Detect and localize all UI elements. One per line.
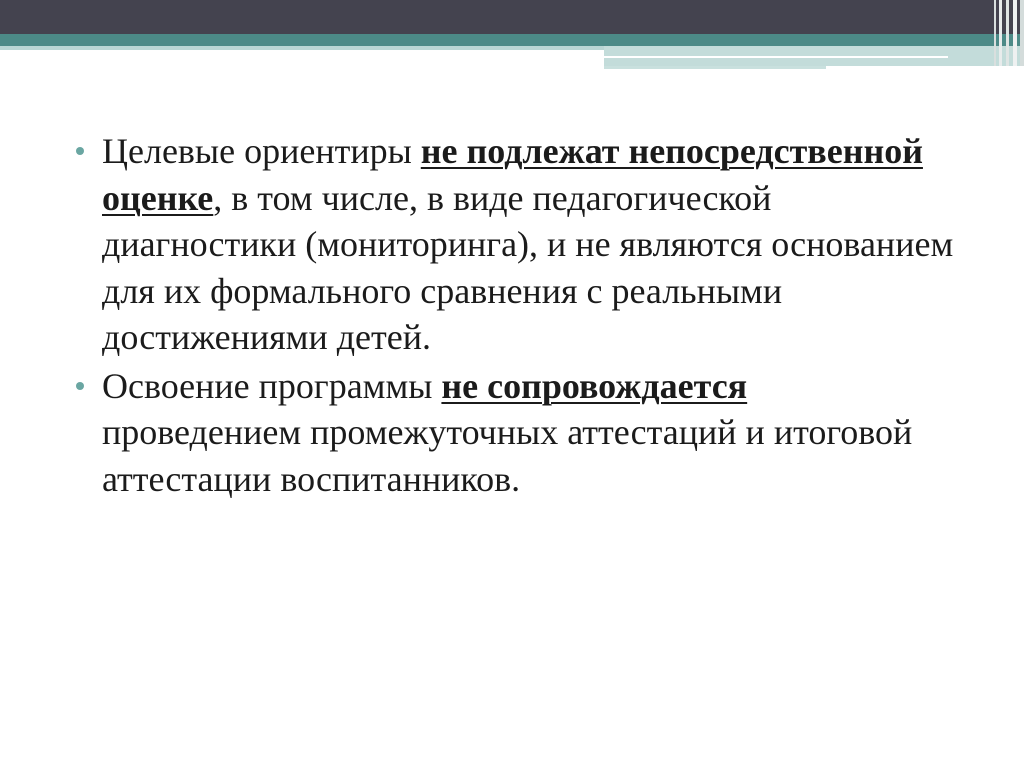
bullet-dot-icon bbox=[76, 147, 84, 155]
bullet-text-rest: проведением промежуточных аттестаций и итоговой аттестации воспитанников. bbox=[102, 412, 913, 499]
header-vertical-bar bbox=[1006, 0, 1009, 66]
bullet-item bbox=[74, 128, 954, 361]
bullet-text bbox=[102, 131, 953, 357]
header-vertical-bar bbox=[1013, 0, 1017, 66]
header-vertical-bar bbox=[999, 0, 1002, 66]
bullet-text-rest: , в том числе, в виде педагогической диагностики (мониторинга), и не являются основанием для их формального сравнения с реальными достижениями детей. bbox=[102, 177, 954, 357]
bullet-item bbox=[74, 363, 954, 503]
header-accent-line bbox=[604, 56, 948, 58]
bullet-emphasis: не сопровождается bbox=[441, 365, 748, 406]
slide-body bbox=[74, 128, 954, 502]
bullet-emphasis: не подлежат непосредственной оценке bbox=[102, 131, 923, 218]
header-teal-band bbox=[0, 34, 1024, 46]
header-accent-line-lower bbox=[604, 66, 826, 69]
header-teal-light-strip bbox=[0, 46, 604, 50]
header-vertical-bar bbox=[994, 0, 996, 66]
header-dark-band bbox=[0, 0, 1024, 34]
bullet-text bbox=[102, 366, 912, 499]
header-vertical-bar bbox=[1020, 0, 1024, 66]
bullet-text-lead: Целевые ориентиры bbox=[102, 131, 421, 171]
bullet-text-lead: Освоение программы bbox=[102, 365, 442, 406]
bullet-dot-icon bbox=[76, 382, 84, 390]
